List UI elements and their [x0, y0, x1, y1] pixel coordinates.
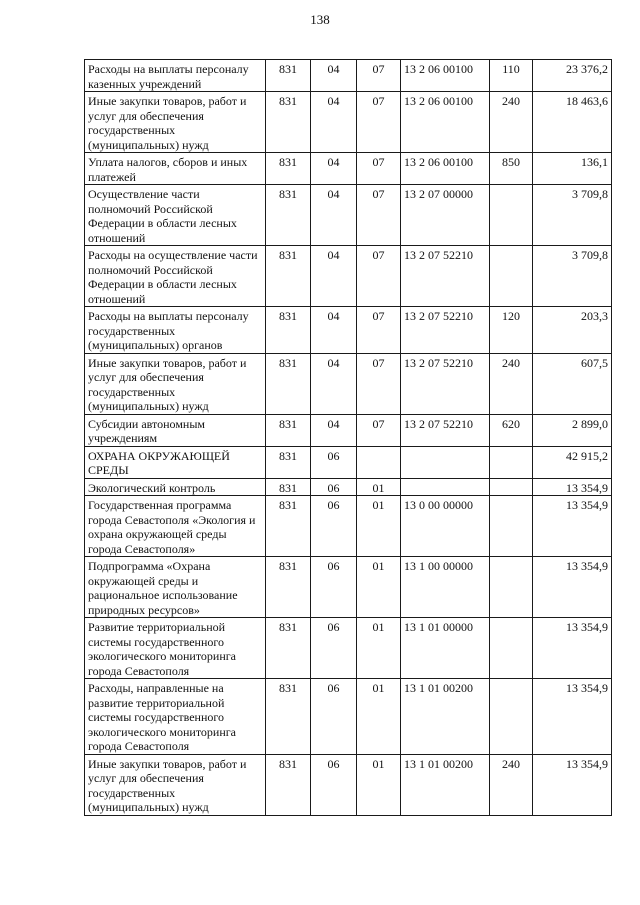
cell-subsection-code: 07: [357, 307, 401, 354]
table-row: [85, 92, 612, 153]
cell-amount: 18 463,6: [533, 92, 612, 153]
cell-expense-type: 620: [490, 414, 533, 446]
cell-amount: 607,5: [533, 353, 612, 414]
cell-department-code: 831: [266, 353, 311, 414]
cell-amount: 13 354,9: [533, 557, 612, 618]
cell-section-code: 04: [311, 307, 357, 354]
cell-amount: 136,1: [533, 153, 612, 185]
cell-department-code: 831: [266, 60, 311, 92]
cell-subsection-code: 07: [357, 246, 401, 307]
cell-target-article: 13 1 01 00000: [401, 618, 490, 679]
cell-section-code: 06: [311, 679, 357, 755]
cell-expense-type: [490, 679, 533, 755]
cell-amount: 13 354,9: [533, 618, 612, 679]
cell-section-code: 04: [311, 246, 357, 307]
cell-name: Расходы на выплаты персоналу казенных учреждений: [85, 60, 266, 92]
cell-name: Развитие территориальной системы государственного экологического мониторинга города Севастополя: [85, 618, 266, 679]
cell-subsection-code: 01: [357, 557, 401, 618]
cell-subsection-code: [357, 446, 401, 478]
cell-name: Расходы на осуществление части полномочий Российской Федерации в области лесных отношений: [85, 246, 266, 307]
cell-department-code: 831: [266, 478, 311, 496]
cell-section-code: 06: [311, 754, 357, 815]
table-row: [85, 478, 612, 496]
cell-target-article: 13 2 06 00100: [401, 92, 490, 153]
cell-expense-type: [490, 496, 533, 557]
table-row: [85, 185, 612, 246]
cell-target-article: [401, 478, 490, 496]
cell-subsection-code: 01: [357, 478, 401, 496]
cell-section-code: 04: [311, 60, 357, 92]
cell-department-code: 831: [266, 92, 311, 153]
cell-section-code: 06: [311, 496, 357, 557]
cell-section-code: 06: [311, 478, 357, 496]
cell-amount: 2 899,0: [533, 414, 612, 446]
cell-section-code: 04: [311, 92, 357, 153]
cell-name: Подпрограмма «Охрана окружающей среды и рациональное использование природных ресурсов»: [85, 557, 266, 618]
cell-name: Расходы, направленные на развитие территориальной системы государственного экологического мониторинга города Севастополя: [85, 679, 266, 755]
cell-expense-type: [490, 185, 533, 246]
cell-department-code: 831: [266, 153, 311, 185]
cell-expense-type: 120: [490, 307, 533, 354]
cell-subsection-code: 07: [357, 153, 401, 185]
cell-target-article: 13 1 01 00200: [401, 679, 490, 755]
cell-subsection-code: 07: [357, 353, 401, 414]
cell-section-code: 06: [311, 618, 357, 679]
cell-amount: 42 915,2: [533, 446, 612, 478]
table-row: [85, 60, 612, 92]
cell-name: ОХРАНА ОКРУЖАЮЩЕЙ СРЕДЫ: [85, 446, 266, 478]
cell-name: Осуществление части полномочий Российской Федерации в области лесных отношений: [85, 185, 266, 246]
cell-subsection-code: 07: [357, 92, 401, 153]
cell-department-code: 831: [266, 496, 311, 557]
cell-department-code: 831: [266, 246, 311, 307]
cell-section-code: 06: [311, 446, 357, 478]
cell-name: Иные закупки товаров, работ и услуг для обеспечения государственных (муниципальных) нужд: [85, 754, 266, 815]
cell-amount: 203,3: [533, 307, 612, 354]
table-row: [85, 353, 612, 414]
table-body: [85, 60, 612, 816]
cell-target-article: 13 2 07 52210: [401, 353, 490, 414]
cell-expense-type: [490, 246, 533, 307]
cell-section-code: 04: [311, 185, 357, 246]
cell-expense-type: 240: [490, 754, 533, 815]
cell-expense-type: [490, 557, 533, 618]
cell-subsection-code: 07: [357, 185, 401, 246]
cell-department-code: 831: [266, 307, 311, 354]
cell-target-article: 13 2 07 52210: [401, 307, 490, 354]
budget-table: [84, 59, 612, 816]
cell-target-article: 13 2 07 52210: [401, 414, 490, 446]
table-row: [85, 496, 612, 557]
cell-subsection-code: 01: [357, 618, 401, 679]
table-row: [85, 557, 612, 618]
cell-target-article: [401, 446, 490, 478]
cell-department-code: 831: [266, 679, 311, 755]
cell-subsection-code: 07: [357, 60, 401, 92]
table-row: [85, 618, 612, 679]
cell-name: Иные закупки товаров, работ и услуг для обеспечения государственных (муниципальных) нужд: [85, 353, 266, 414]
cell-name: Экологический контроль: [85, 478, 266, 496]
cell-name: Субсидии автономным учреждениям: [85, 414, 266, 446]
cell-amount: 13 354,9: [533, 496, 612, 557]
cell-target-article: 13 1 00 00000: [401, 557, 490, 618]
cell-expense-type: [490, 478, 533, 496]
cell-department-code: 831: [266, 446, 311, 478]
cell-subsection-code: 01: [357, 754, 401, 815]
cell-target-article: 13 2 06 00100: [401, 60, 490, 92]
cell-expense-type: [490, 618, 533, 679]
cell-department-code: 831: [266, 754, 311, 815]
cell-amount: 13 354,9: [533, 478, 612, 496]
cell-expense-type: 850: [490, 153, 533, 185]
cell-section-code: 06: [311, 557, 357, 618]
cell-name: Расходы на выплаты персоналу государственных (муниципальных) органов: [85, 307, 266, 354]
page-number: 138: [310, 12, 330, 27]
cell-name: Государственная программа города Севастополя «Экология и охрана окружающей среды города Севастополя»: [85, 496, 266, 557]
table-row: [85, 246, 612, 307]
cell-expense-type: 240: [490, 92, 533, 153]
cell-amount: 3 709,8: [533, 246, 612, 307]
cell-section-code: 04: [311, 153, 357, 185]
cell-name: Иные закупки товаров, работ и услуг для обеспечения государственных (муниципальных) нужд: [85, 92, 266, 153]
cell-section-code: 04: [311, 353, 357, 414]
cell-subsection-code: 01: [357, 496, 401, 557]
cell-amount: 13 354,9: [533, 679, 612, 755]
cell-department-code: 831: [266, 185, 311, 246]
cell-target-article: 13 2 07 00000: [401, 185, 490, 246]
cell-subsection-code: 01: [357, 679, 401, 755]
cell-amount: 13 354,9: [533, 754, 612, 815]
table-row: [85, 414, 612, 446]
table-row: [85, 679, 612, 755]
cell-expense-type: [490, 446, 533, 478]
cell-expense-type: 240: [490, 353, 533, 414]
table-row: [85, 307, 612, 354]
cell-amount: 23 376,2: [533, 60, 612, 92]
cell-amount: 3 709,8: [533, 185, 612, 246]
cell-department-code: 831: [266, 557, 311, 618]
cell-section-code: 04: [311, 414, 357, 446]
cell-target-article: 13 0 00 00000: [401, 496, 490, 557]
cell-target-article: 13 2 06 00100: [401, 153, 490, 185]
table-row: [85, 754, 612, 815]
cell-name: Уплата налогов, сборов и иных платежей: [85, 153, 266, 185]
cell-subsection-code: 07: [357, 414, 401, 446]
cell-target-article: 13 1 01 00200: [401, 754, 490, 815]
cell-target-article: 13 2 07 52210: [401, 246, 490, 307]
table-row: [85, 153, 612, 185]
cell-department-code: 831: [266, 414, 311, 446]
table-row: [85, 446, 612, 478]
cell-department-code: 831: [266, 618, 311, 679]
cell-expense-type: 110: [490, 60, 533, 92]
